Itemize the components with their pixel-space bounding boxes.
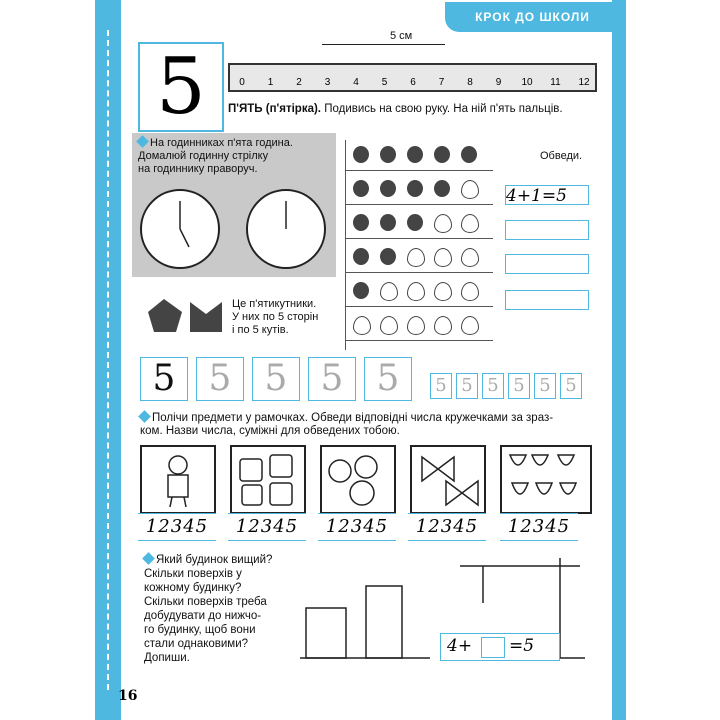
tracing-small-box[interactable]: 5 — [560, 373, 582, 399]
house-equation-right: =5 — [509, 636, 535, 656]
apple-icon — [380, 180, 396, 197]
ruler-number: 12 — [578, 77, 590, 88]
right-margin-strip — [612, 0, 626, 720]
page-number: 16 — [118, 688, 138, 704]
picture-doll — [140, 445, 216, 514]
pentagon-shapes — [146, 296, 226, 336]
apple-icon — [353, 180, 369, 197]
house-equation-blank[interactable] — [481, 637, 505, 658]
ruler-number: 4 — [353, 77, 359, 88]
apple-icon — [353, 214, 369, 231]
pear-icon — [407, 282, 425, 301]
house-equation-box[interactable] — [440, 633, 560, 661]
picture-strawberries — [500, 445, 592, 514]
pear-icon — [461, 214, 479, 233]
apple-icon — [407, 180, 423, 197]
number-row-1[interactable]: 12345 — [138, 513, 216, 541]
tracing-digit-sample: 5 — [140, 357, 188, 401]
count-task-line-2: ком. Назви числа, суміжні для обведених тобою. — [140, 425, 400, 437]
ruler-number: 10 — [521, 77, 533, 88]
ruler-number: 5 — [381, 77, 388, 88]
picture-apples — [320, 445, 396, 514]
fruit-row — [345, 174, 493, 205]
tracing-small-box[interactable]: 5 — [508, 373, 530, 399]
pear-icon — [434, 282, 452, 301]
house-task-text — [144, 553, 272, 665]
house-line-2: Скільки поверхів у — [144, 568, 242, 580]
apple-icon — [380, 248, 396, 265]
pencil-icon — [138, 410, 151, 423]
ruler-number: 6 — [410, 77, 416, 88]
trace-label: Обведи. — [540, 150, 583, 162]
pear-icon — [380, 316, 398, 335]
apple-icon — [353, 282, 369, 299]
count-task-text — [140, 412, 553, 438]
fruit-grid — [345, 140, 493, 350]
pear-icon — [434, 248, 452, 267]
apple-icon — [461, 146, 477, 163]
ruler-number: 8 — [467, 77, 473, 88]
pentagon-text — [232, 298, 318, 337]
intro-rest: Подивись на свою руку. На ній п'ять пальців. — [321, 103, 563, 115]
pear-icon — [434, 316, 452, 335]
picture-butterflies — [410, 445, 486, 514]
clock-task-line-3: на годиннику праворуч. — [138, 163, 258, 175]
ruler-number: 0 — [239, 77, 245, 88]
tracing-digit-box[interactable]: 5 — [196, 357, 244, 401]
ruler-caption: 5 см — [390, 30, 413, 42]
ruler-number: 3 — [324, 77, 331, 88]
tracing-digit-box[interactable]: 5 — [252, 357, 300, 401]
pentagon-line-1: Це п'ятикутники. — [232, 298, 317, 310]
house-line-3: кожному будинку? — [144, 582, 242, 594]
tracing-small-box[interactable]: 5 — [430, 373, 452, 399]
equation-box-2[interactable] — [505, 220, 589, 240]
pencil-icon — [136, 135, 149, 148]
number-row-4[interactable]: 12345 — [408, 513, 486, 541]
ruler-measure-line — [322, 44, 445, 45]
fruit-row — [345, 276, 493, 307]
apple-icon — [434, 146, 450, 163]
pear-icon — [461, 282, 479, 301]
tracing-digit-box[interactable]: 5 — [308, 357, 356, 401]
count-task-line-1: Полічи предмети у рамочках. Обведи відповідні числа кружечками за зраз- — [152, 412, 554, 424]
clock-task-text — [138, 137, 293, 176]
equation-1: 4+1=5 — [506, 186, 567, 206]
number-row-3[interactable]: 12345 — [318, 513, 396, 541]
header-title: КРОК ДО ШКОЛИ — [445, 2, 620, 32]
pencil-icon — [142, 552, 155, 565]
equation-box-4[interactable] — [505, 290, 589, 310]
number-row-5[interactable]: 12345 — [500, 513, 578, 541]
apple-icon — [380, 146, 396, 163]
apple-icon — [407, 146, 423, 163]
clock-task-line-2: Домалюй годинну стрілку — [138, 150, 269, 162]
big-digit-five: 5 — [138, 42, 224, 132]
apple-icon — [353, 146, 369, 163]
fruit-row — [345, 208, 493, 239]
ruler-number: 9 — [495, 77, 502, 88]
apple-icon — [380, 214, 396, 231]
pear-icon — [461, 180, 479, 199]
apple-icon — [407, 214, 423, 231]
ruler-number: 1 — [267, 77, 274, 88]
pentagon-line-3: і по 5 кутів. — [232, 324, 289, 336]
clock-left — [140, 189, 220, 269]
fruit-row — [345, 310, 493, 341]
ruler — [228, 63, 597, 92]
pear-icon — [434, 214, 452, 233]
pentagon-line-2: У них по 5 сторін — [232, 311, 319, 323]
equation-box-3[interactable] — [505, 254, 589, 274]
number-row-2[interactable]: 12345 — [228, 513, 306, 541]
equation-box-1[interactable] — [505, 185, 589, 205]
house-line-4: Скільки поверхів треба — [144, 596, 267, 608]
picture-cups — [230, 445, 306, 514]
tracing-small-box[interactable]: 5 — [482, 373, 504, 399]
pear-icon — [380, 282, 398, 301]
house-equation-left: 4+ — [447, 636, 473, 656]
apple-icon — [353, 248, 369, 265]
ruler-number: 7 — [438, 77, 445, 88]
ruler-number: 11 — [550, 77, 561, 88]
house-line-7: стали однаковими? — [144, 638, 249, 650]
tracing-small-box[interactable]: 5 — [456, 373, 478, 399]
house-line-6: го будинку, щоб вони — [144, 624, 256, 636]
pear-icon — [407, 316, 425, 335]
fruit-row — [345, 242, 493, 273]
intro-text — [228, 103, 563, 116]
intro-bold: П'ЯТЬ (п'ятірка). — [228, 103, 321, 115]
house-line-1: Який будинок вищий? — [156, 554, 273, 566]
house-line-5: добудувати до нижчо- — [144, 610, 262, 622]
clock-panel — [132, 133, 336, 277]
left-margin-strip — [95, 0, 121, 720]
pear-icon — [407, 248, 425, 267]
ruler-number: 2 — [296, 77, 302, 88]
pear-icon — [353, 316, 371, 335]
pear-icon — [461, 248, 479, 267]
house-line-8: Допиши. — [144, 652, 190, 664]
clock-task-line-1: На годинниках п'ята година. — [150, 137, 293, 149]
pear-icon — [461, 316, 479, 335]
fruit-grid-border — [345, 140, 346, 350]
fruit-row — [345, 140, 493, 171]
clock-right[interactable] — [246, 189, 326, 269]
apple-icon — [434, 180, 450, 197]
tracing-small-box[interactable]: 5 — [534, 373, 556, 399]
tracing-digit-box[interactable]: 5 — [364, 357, 412, 401]
